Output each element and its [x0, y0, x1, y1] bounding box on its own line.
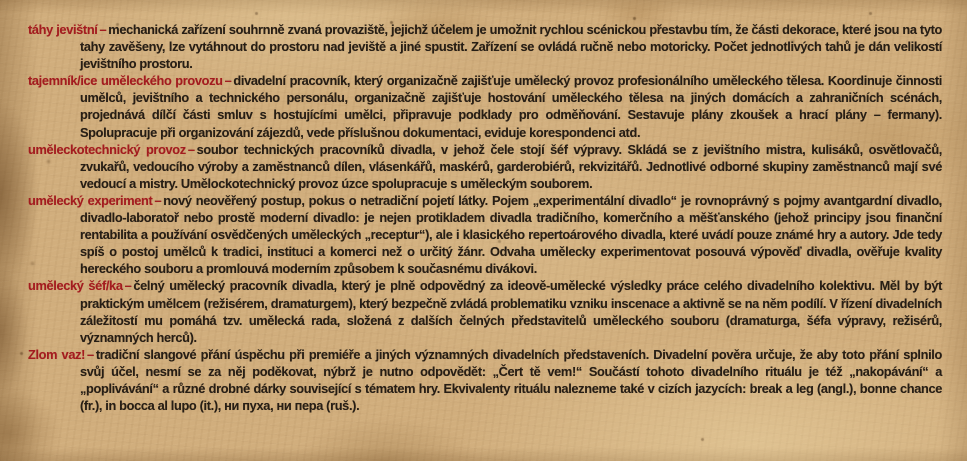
entry-term: tajemník/ice uměleckého provozu — [28, 73, 223, 89]
glossary-entry-umeleckotechnicky-provoz — [28, 141, 942, 192]
entry-definition: nový neověřený postup, pokus o netradiční pojetí látky. Pojem „experimentální divadlo“ je rovnoprávný s pojmy avantgardní divadlo, divadlo-laboratoř nebo prostě moderní divadlo: je nejen protikladem divadla tradičního, komerčního a měšťanského (jehož principy jsou finanční rentabilita a používání osvědčených uměleckých „receptur“), ale i klasického repertoárového divadla, které uvádí pouze známé hry a autory. Jde tedy spíš o postoj umělců k tradici, instituci a komerci než o určitý žánr. Odvaha umělecky experimentovat posouvá výpověď divadla, ověřuje kvality hereckého souboru a promlouvá moderním způsobem k současnému divákovi. — [80, 192, 942, 277]
entry-definition: čelný umělecký pracovník divadla, který je plně odpovědný za ideově-umělecké výsledky práce celého divadelního kolektivu. Měl by být praktickým umělcem (režisérem, dramaturgem), který bezpečně zvládá problematiku vzniku inscenace a aktivně se na něm podílí. V řízení divadelních záležitostí mu pomáhá tzv. umělecká rada, složená z dalších čelných představitelů uměleckého souboru (dramaturga, šéfa výpravy, režisérů, významných herců). — [80, 278, 942, 345]
glossary-entry-umelecky-sef — [28, 277, 942, 345]
term-separator: – — [154, 192, 162, 208]
term-separator: – — [187, 141, 195, 157]
glossary-entry-umelecky-experiment — [28, 192, 942, 277]
entry-definition: soubor technických pracovníků divadla, v jehož čele stojí šéf výpravy. Skládá se z jevištního mistra, kulisáků, osvětlovačů, zvukařů, vedoucího výroby a zaměstnanců dílen, vlásenkářů, maskérů, garderobiérů, rekvizitářů. Jednotlivé odborné skupiny zaměstnanců mají své vedoucí a mistry. Umělockotechnický provoz úzce spolupracuje s uměleckým souborem. — [80, 141, 942, 191]
entry-definition: tradiční slangové přání úspěchu při premiéře a jiných významných divadelních představeních. Divadelní pověra určuje, že aby toto přání splnilo svůj účel, nesmí se za něj poděkovat, nýbrž je nutno odpovědět: „Čert tě vem!“ Součástí tohoto divadelního rituálu je též „nakopávání“ a „poplivávání“ a různé drobné dárky související s tématem hry. Ekvivalenty rituálu nalezneme také v cizích jazycích: break a leg (angl.), bonne chance (fr.), in bocca al lupo (it.), ни пуха, ни пера (ruš.). — [80, 346, 942, 414]
entry-definition: divadelní pracovník, který organizačně zajišťuje umělecký provoz profesionálního uměleckého tělesa. Koordinuje činnosti umělců, jevištního a technického personálu, organizačně zajišťuje hostování uměleckého tělesa na jiných domácích a zahraničních scénách, projednává dílčí části smluv s hostujícími umělci, připravuje podklady pro odměňování. Sestavuje plány zkoušek a hrací plány – fermany). Spolupracuje při organizování zájezdů, vede příslušnou dokumentaci, eviduje korespondenci atd. — [80, 73, 942, 140]
entry-term: uměleckotechnický provoz — [28, 141, 186, 157]
entry-term: umělecký experiment — [28, 192, 153, 208]
entry-definition: mechanická zařízení souhrnně zvaná provaziště, jejichž účelem je umožnit rychlou scénickou přestavbu tím, že části dekorace, které jsou na tyto tahy zavěšeny, lze vytáhnout do prostoru nad jeviště a jiné spustit. Zařízení se ovládá ručně nebo motoricky. Počet jednotlivých tahů je dán velikostí jevištního prostoru. — [80, 22, 942, 72]
glossary-text-block — [28, 21, 942, 414]
glossary-entry-tahy-jevistni — [28, 21, 942, 72]
entry-term: umělecký šéf/ka — [28, 278, 123, 294]
glossary-entry-zlom-vaz — [28, 346, 942, 414]
entry-term: táhy jevištní — [28, 22, 98, 37]
entry-term: Zlom vaz! — [28, 346, 86, 362]
term-separator: – — [224, 73, 232, 89]
term-separator: – — [87, 346, 94, 362]
term-separator: – — [99, 22, 107, 37]
glossary-entry-tajemnik-umeleckeho-provozu — [28, 72, 942, 140]
term-separator: – — [124, 278, 132, 294]
